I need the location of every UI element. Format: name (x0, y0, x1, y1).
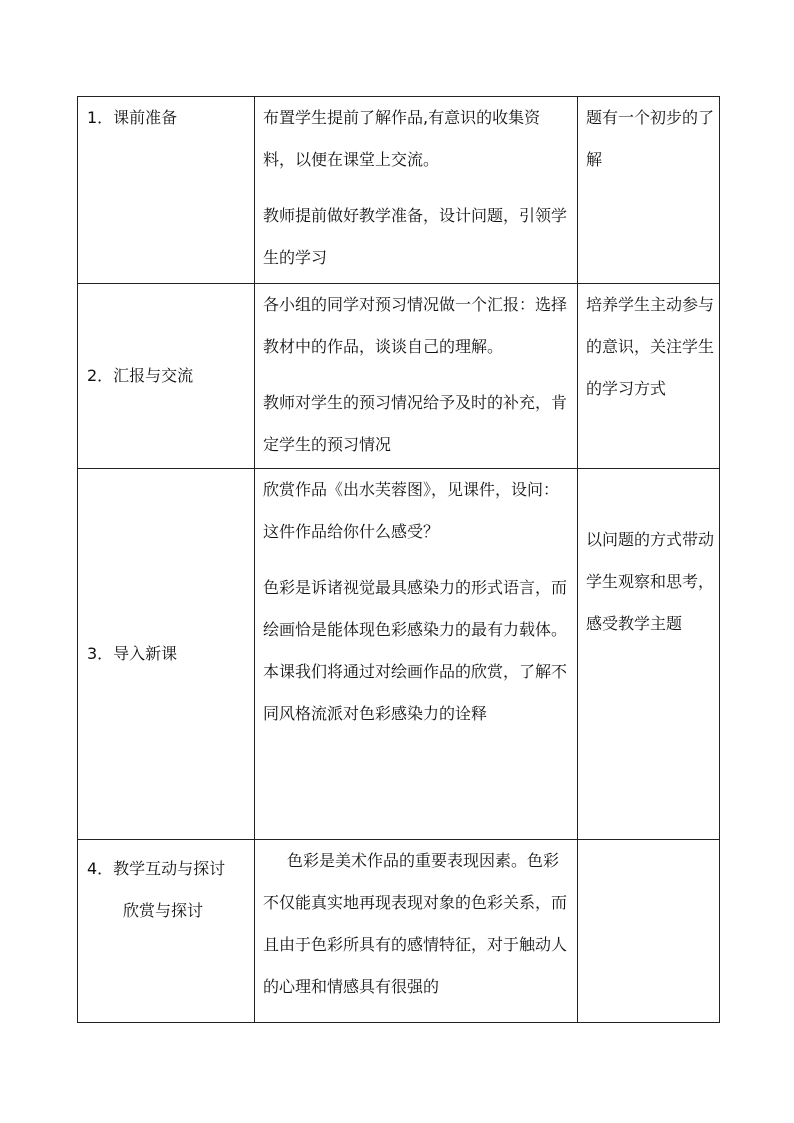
purpose-text: 培养学生主动参与的意识，关注学生的学习方式 (586, 295, 715, 398)
purpose-cell (578, 284, 720, 469)
step-cell (78, 284, 255, 469)
step-cell (78, 97, 255, 284)
purpose-cell (578, 97, 720, 284)
step-label: 2．汇报与交流 (87, 366, 194, 385)
step-label: 1．课前准备 (87, 108, 178, 127)
table-row (78, 469, 720, 840)
content-paragraph: 欣赏作品《出水芙蓉图》，见课件，设问：这件作品给你什么感受？ (263, 480, 560, 541)
content-paragraph: 各小组的同学对预习情况做一个汇报：选择教材中的作品，谈谈自己的理解。 (263, 295, 568, 356)
purpose-cell (578, 469, 720, 840)
content-cell (255, 840, 578, 1023)
content-cell (255, 97, 578, 284)
purpose-text: 以问题的方式带动学生观察和思考，感受教学主题 (586, 530, 715, 633)
purpose-cell (578, 840, 720, 1023)
content-cell (255, 469, 578, 840)
purpose-text: 题有一个初步的了解 (586, 108, 715, 169)
step-cell (78, 469, 255, 840)
content-paragraph: 布置学生提前了解作品,有意识的收集资料，以便在课堂上交流。 (263, 108, 541, 169)
content-paragraph: 色彩是诉诸视觉最具感染力的形式语言，而绘画恰是能体现色彩感染力的最有力载体。本课我们将通过对绘画作品的欣赏，了解不同风格流派对色彩感染力的诠释 (263, 578, 568, 723)
step-cell (78, 840, 255, 1023)
content-paragraph: 教师提前做好教学准备，设计问题，引领学生的学习 (263, 206, 568, 267)
lesson-plan-table (77, 96, 720, 1023)
step-sublabel: 欣赏与探讨 (123, 901, 204, 920)
table-row (78, 840, 720, 1023)
step-label: 4．教学互动与探讨 (87, 859, 226, 878)
content-paragraph: 色彩是美术作品的重要表现因素。色彩不仅能真实地再现表现对象的色彩关系，而且由于色彩所具有的感情特征，对于触动人的心理和情感具有很强的 (263, 851, 568, 996)
step-label: 3．导入新课 (87, 644, 178, 663)
content-cell (255, 284, 578, 469)
table-row (78, 97, 720, 284)
table-row (78, 284, 720, 469)
content-paragraph: 教师对学生的预习情况给予及时的补充，肯定学生的预习情况 (263, 393, 568, 454)
